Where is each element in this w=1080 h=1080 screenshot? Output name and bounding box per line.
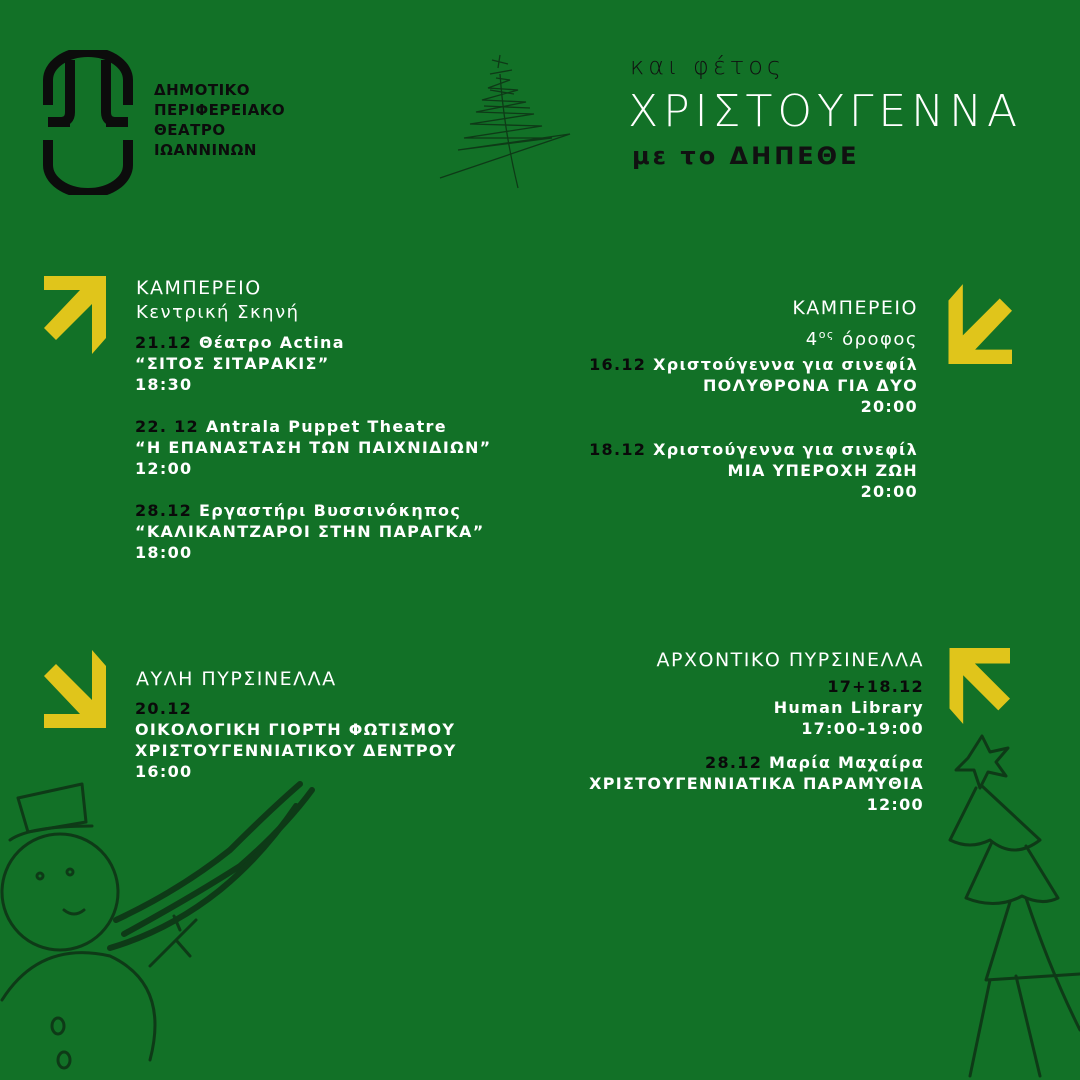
event-time: 17:00-19:00 xyxy=(801,719,924,738)
header-title: ΧΡΙΣΤΟΥΓΕΝΝΑ xyxy=(628,86,1023,137)
event-show: ΧΡΙΣΤΟΥΓΕΝΝΙΑΤΙΚΑ ΠΑΡΑΜΥΘΙΑ xyxy=(589,774,924,793)
event-show-line-1: ΟΙΚΟΛΟΓΙΚΗ ΓΙΟΡΤΗ ΦΩΤΙΣΜΟΥ xyxy=(135,720,456,739)
event-date: 20.12 xyxy=(135,699,193,718)
arrow-down-right-icon xyxy=(44,650,126,732)
event-time: 12:00 xyxy=(135,459,193,478)
event-kampereio-main-1 xyxy=(135,332,345,395)
event-time: 12:00 xyxy=(866,795,924,814)
floor-label: όροφος xyxy=(834,329,918,350)
event-kampereio-4th-2 xyxy=(589,439,918,502)
event-title: Antrala Puppet Theatre xyxy=(205,417,447,436)
event-title: Human Library xyxy=(773,698,924,717)
event-time: 20:00 xyxy=(860,482,918,501)
theatre-name-line-3: ΘΕΑΤΡΟ xyxy=(154,121,226,139)
event-show: ΠΟΛΥΘΡΟΝΑ ΓΙΑ ΔΥΟ xyxy=(702,376,918,395)
event-show: “ΣΙΤΟΣ ΣΙΤΑΡΑΚΙΣ” xyxy=(135,354,330,373)
event-date: 28.12 xyxy=(135,501,193,520)
arrow-down-left-icon xyxy=(928,280,1012,364)
event-title: Μαρία Μαχαίρα xyxy=(769,753,924,772)
arrow-up-left-icon xyxy=(930,646,1010,726)
event-kampereio-main-3 xyxy=(135,500,485,563)
floor-ordinal: ος xyxy=(818,328,835,341)
event-kampereio-4th-1 xyxy=(589,354,918,417)
theatre-name-line-4: ΙΩΑΝΝΙΝΩΝ xyxy=(154,141,257,159)
event-title: Θέατρο Actina xyxy=(198,333,345,352)
theatre-logo-icon xyxy=(40,50,136,195)
event-date: 18.12 xyxy=(589,440,647,459)
event-show: ΜΙΑ ΥΠΕΡΟΧΗ ΖΩΗ xyxy=(727,461,918,480)
venue-kampereio-floor xyxy=(806,322,918,352)
theatre-name-line-1: ΔΗΜΟΤΙΚΟ xyxy=(154,81,251,99)
header-subtitle: με το ΔΗΠΕΘΕ xyxy=(632,142,860,170)
snowman-sketch-icon xyxy=(0,770,330,1080)
event-date: 21.12 xyxy=(135,333,193,352)
venue-avli-pyrsinella: ΑΥΛΗ ΠΥΡΣΙΝΕΛΛΑ xyxy=(136,668,337,690)
event-time: 16:00 xyxy=(135,762,193,781)
venue-archontiko-pyrsinella: ΑΡΧΟΝΤΙΚΟ ΠΥΡΣΙΝΕΛΛΑ xyxy=(656,649,924,671)
event-time: 20:00 xyxy=(860,397,918,416)
arrow-up-right-icon xyxy=(44,276,126,358)
event-title: Χριστούγεννα για σινεφίλ xyxy=(653,355,918,374)
venue-kampereio-4th: ΚΑΜΠΕΡΕΙΟ xyxy=(792,297,918,319)
event-date: 28.12 xyxy=(705,753,763,772)
event-kampereio-main-2 xyxy=(135,416,492,479)
event-date: 16.12 xyxy=(589,355,647,374)
theatre-name-line-2: ΠΕΡΙΦΕΡΕΙΑΚΟ xyxy=(154,101,286,119)
theatre-name xyxy=(154,80,285,160)
event-time: 18:30 xyxy=(135,375,193,394)
christmas-tree-sketch-icon xyxy=(430,50,590,190)
event-title: Εργαστήρι Βυσσινόκηπος xyxy=(198,501,462,520)
event-show-line-2: ΧΡΙΣΤΟΥΓΕΝΝΙΑΤΙΚΟΥ ΔΕΝΤΡΟΥ xyxy=(135,741,457,760)
event-time: 18:00 xyxy=(135,543,193,562)
event-show: “ΚΑΛΙΚΑΝΤΖΑΡΟΙ ΣΤΗΝ ΠΑΡΑΓΚΑ” xyxy=(135,522,485,541)
venue-kampereio-main: ΚΑΜΠΕΡΕΙΟ xyxy=(136,277,262,299)
event-title: Χριστούγεννα για σινεφίλ xyxy=(653,440,918,459)
venue-kampereio-main-stage: Κεντρική Σκηνή xyxy=(136,302,300,323)
floor-number: 4 xyxy=(805,329,819,350)
event-archontiko-2 xyxy=(589,752,924,815)
event-date: 22. 12 xyxy=(135,417,199,436)
header-kai-fetos: και φέτος xyxy=(630,52,786,80)
event-archontiko-1 xyxy=(774,676,924,739)
event-show: “Η ΕΠΑΝΑΣΤΑΣΗ ΤΩΝ ΠΑΙΧΝΙΔΙΩΝ” xyxy=(135,438,492,457)
event-date: 17+18.12 xyxy=(827,677,924,696)
christmas-tree-star-sketch-icon xyxy=(930,730,1080,1080)
